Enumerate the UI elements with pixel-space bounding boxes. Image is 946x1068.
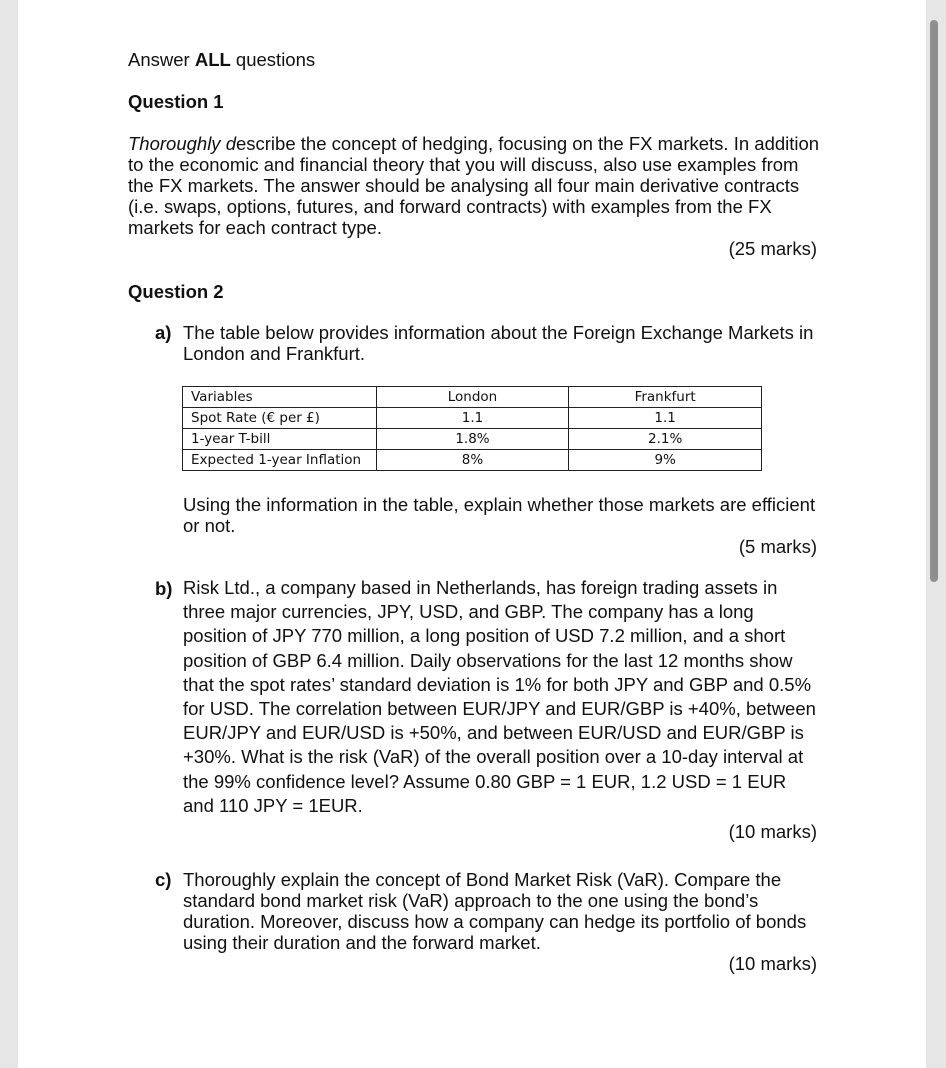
part-a-question-line-1: Using the information in the table, explain whether those markets are efficient <box>183 494 816 515</box>
part-b-line: EUR/JPY and EUR/USD is +50%, and between EUR/USD and EUR/GBP is <box>183 722 804 744</box>
table-header-london: London <box>376 387 569 408</box>
instructions-prefix: Answer <box>128 49 195 70</box>
table-header-frankfurt: Frankfurt <box>569 387 762 408</box>
part-b-line: position of JPY 770 million, a long position of USD 7.2 million, and a short <box>183 625 786 647</box>
table-header-row <box>183 387 762 408</box>
table-cell: 1.8% <box>376 429 569 450</box>
part-b-label: b) <box>155 578 173 599</box>
question-1-line-2: to the economic and financial theory that you will discuss, also use examples from <box>128 154 799 175</box>
question-1-title: Question 1 <box>128 91 224 112</box>
part-a-marks: (5 marks) <box>738 536 817 557</box>
table-cell: 1.1 <box>376 408 569 429</box>
table-cell: Spot Rate (€ per £) <box>183 408 377 429</box>
question-1-line-5: markets for each contract type. <box>128 217 382 238</box>
question-1-italic-word: Thoroughly d <box>128 133 236 154</box>
instructions-line <box>128 49 315 70</box>
part-b-line: Risk Ltd., a company based in Netherlands, has foreign trading assets in <box>183 577 778 598</box>
table-header-variables: Variables <box>183 387 377 408</box>
table-cell: Expected 1-year Inflation <box>183 450 377 471</box>
part-b-line: and 110 JPY = 1EUR. <box>183 794 363 816</box>
part-b-text <box>183 576 816 818</box>
part-c-line: Thoroughly explain the concept of Bond Market Risk (VaR). Compare the <box>183 869 782 890</box>
part-c-marks: (10 marks) <box>728 953 817 974</box>
table-row <box>183 408 762 429</box>
table-cell: 8% <box>376 450 569 471</box>
part-a-question <box>183 494 815 536</box>
question-1-line-1 <box>128 133 819 154</box>
part-b-marks: (10 marks) <box>728 821 817 842</box>
fx-markets-table <box>182 386 762 471</box>
question-1-line-1-rest: escribe the concept of hedging, focusing on the FX markets. In addition <box>235 133 820 154</box>
table-row <box>183 429 762 450</box>
question-1-marks: (25 marks) <box>728 238 817 259</box>
question-1-text <box>128 133 819 238</box>
part-c-line: duration. Moreover, discuss how a company can hedge its portfolio of bonds <box>183 911 807 932</box>
part-c-text <box>183 869 806 953</box>
part-b-line: +30%. What is the risk (VaR) of the overall position over a 10-day interval at <box>183 746 804 768</box>
instructions-suffix: questions <box>230 49 316 70</box>
part-b-line: the 99% confidence level? Assume 0.80 GBP = 1 EUR, 1.2 USD = 1 EUR <box>183 770 787 792</box>
table-cell: 1.1 <box>569 408 762 429</box>
part-b-line: three major currencies, JPY, USD, and GBP. The company has a long <box>183 601 754 623</box>
table-cell: 9% <box>569 450 762 471</box>
question-1-line-4: (i.e. swaps, options, futures, and forward contracts) with examples from the FX <box>128 196 772 217</box>
part-b-line: for USD. The correlation between EUR/JPY and EUR/GBP is +40%, between <box>183 698 816 720</box>
part-a-question-line-2: or not. <box>183 515 236 536</box>
vertical-scrollbar[interactable] <box>930 20 938 582</box>
table-cell: 1-year T-bill <box>183 429 377 450</box>
part-c-line: using their duration and the forward market. <box>183 932 541 953</box>
part-c-line: standard bond market risk (VaR) approach to the one using the bond’s <box>183 890 759 911</box>
question-2-title: Question 2 <box>128 281 224 302</box>
table-row <box>183 450 762 471</box>
part-b-line: that the spot rates’ standard deviation is 1% for both JPY and GBP and 0.5% <box>183 673 812 695</box>
part-a-intro <box>183 322 813 364</box>
part-a-intro-line-2: London and Frankfurt. <box>183 343 366 364</box>
table-cell: 2.1% <box>569 429 762 450</box>
part-a-intro-line-1: The table below provides information about the Foreign Exchange Markets in <box>183 322 814 343</box>
instructions-emphasis: ALL <box>194 49 231 70</box>
question-1-line-3: the FX markets. The answer should be analysing all four main derivative contracts <box>128 175 800 196</box>
part-a-label: a) <box>155 322 172 343</box>
part-c-label: c) <box>155 869 172 890</box>
part-b-line: position of GBP 6.4 million. Daily observations for the last 12 months show <box>183 649 793 671</box>
